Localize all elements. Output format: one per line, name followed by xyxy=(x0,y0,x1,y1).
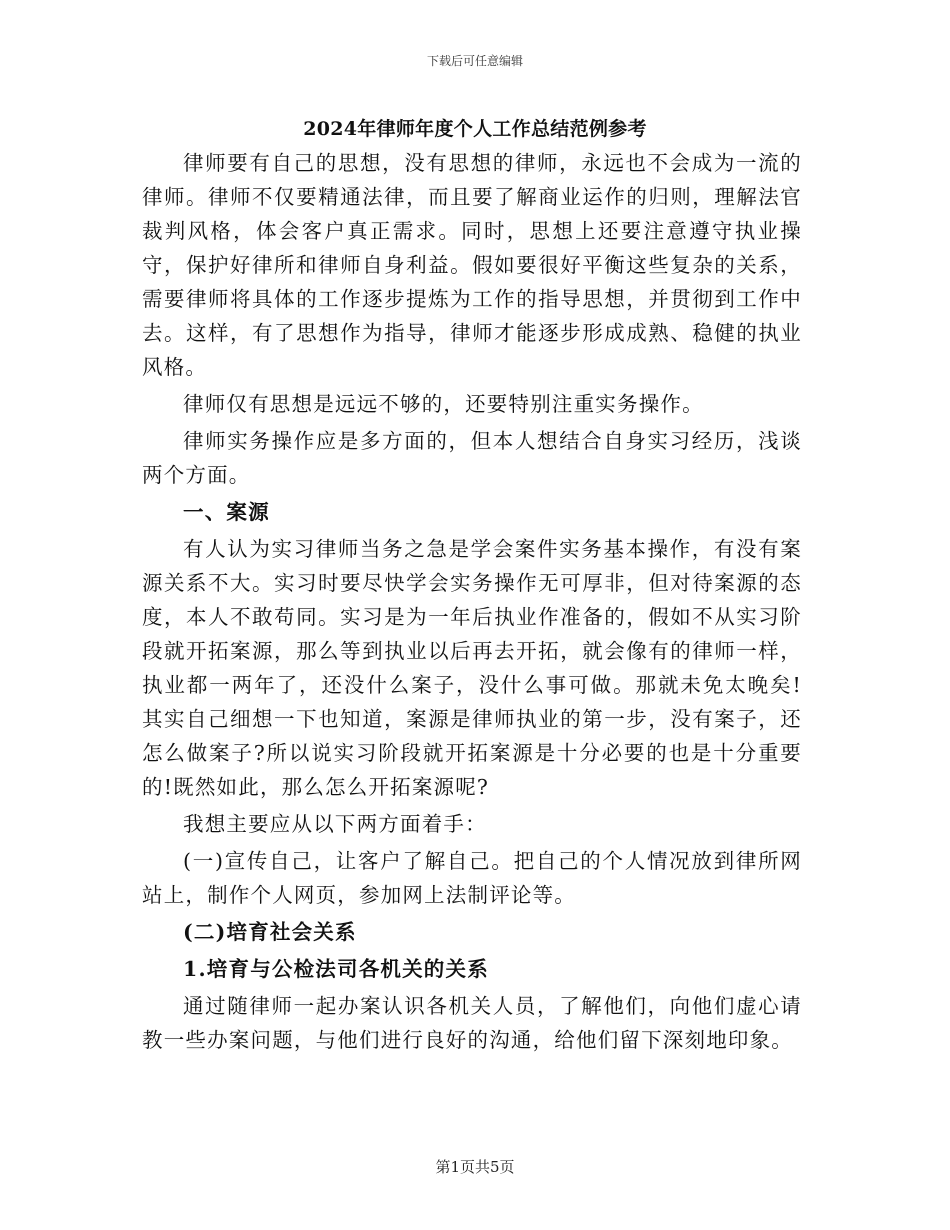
section-heading: 一、案源 xyxy=(183,500,270,524)
paragraph: 律师实务操作应是多方面的，但本人想结合自身实习经历，浅谈两个方面。 xyxy=(142,429,802,487)
document-body xyxy=(142,146,802,1060)
paragraph: 律师要有自己的思想，没有思想的律师，永远也不会成为一流的律师。律师不仅要精通法律，而且要了解商业运作的归则，理解法官裁判风格，体会客户真正需求。同时，思想上还要注意遵守执业操守，保护好律所和律师自身利益。假如要很好平衡这些复杂的关系，需要律师将具体的工作逐步提炼为工作的指导思想，并贯彻到工作中去。这样，有了思想作为指导，律师才能逐步形成成熟、稳健的执业风格。 xyxy=(142,151,802,379)
paragraph: 有人认为实习律师当务之急是学会案件实务基本操作，有没有案源关系不大。实习时要尽快学会实务操作无可厚非，但对待案源的态度，本人不敢苟同。实习是为一年后执业作准备的，假如不从实习阶段就开拓案源，那么等到执业以后再去开拓，就会像有的律师一样，执业都一两年了，还没什么案子，没什么事可做。那就未免太晚矣!其实自己细想一下也知道，案源是律师执业的第一步，没有案子，还怎么做案子?所以说实习阶段就开拓案源是十分必要的也是十分重要的!既然如此，那么怎么开拓案源呢? xyxy=(142,537,802,799)
paragraph: 我想主要应从以下两方面着手： xyxy=(183,812,487,836)
paragraph: 律师仅有思想是远远不够的，还要特别注重实务操作。 xyxy=(183,392,704,416)
paragraph: 通过随律师一起办案认识各机关人员，了解他们，向他们虚心请教一些办案问题，与他们进行良好的沟通，给他们留下深刻地印象。 xyxy=(142,994,802,1052)
page-footer: 第1页共5页 xyxy=(435,1158,515,1176)
header-note: 下载后可任意编辑 xyxy=(426,54,523,68)
subsection-heading: 1.培育与公检法司各机关的关系 xyxy=(183,957,489,981)
document-title: 2024年律师年度个人工作总结范例参考 xyxy=(303,118,647,140)
subsection-heading: (二)培育社会关系 xyxy=(183,920,357,944)
paragraph: (一)宣传自己，让客户了解自己。把自己的个人情况放到律所网站上，制作个人网页，参加网上法制评论等。 xyxy=(142,849,802,907)
